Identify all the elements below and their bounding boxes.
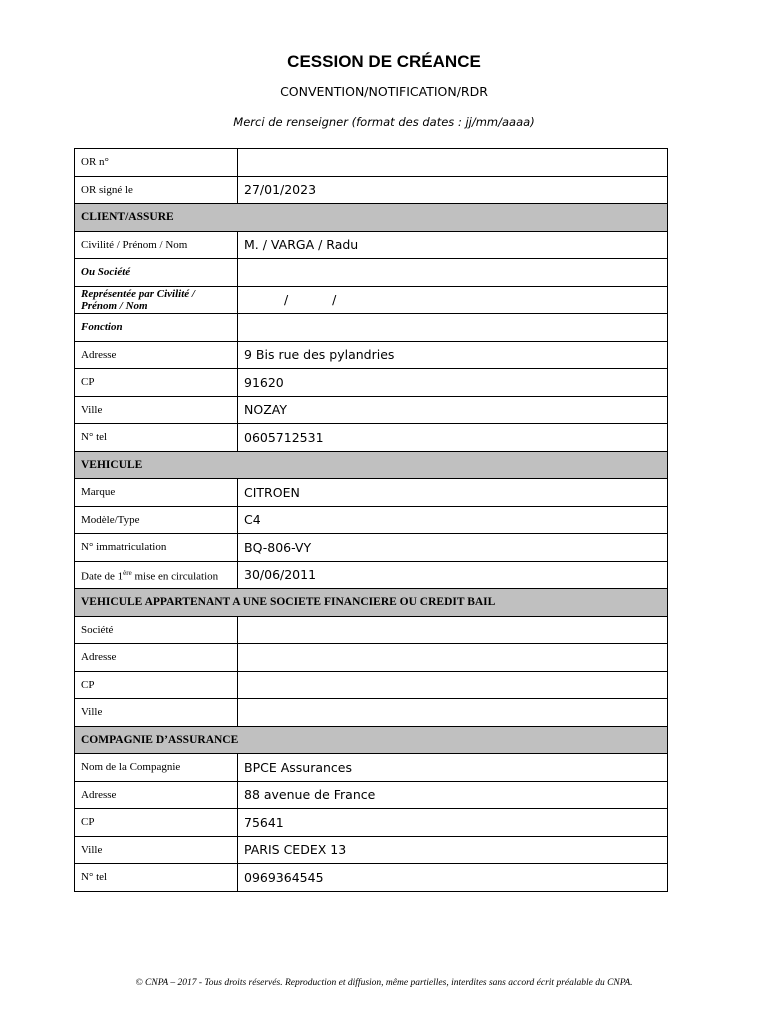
- fin-cp-label: CP: [75, 671, 238, 699]
- or-signe-field[interactable]: 27/01/2023: [238, 176, 668, 204]
- assur-tel-field[interactable]: 0969364545: [238, 864, 668, 892]
- table-row: [75, 644, 668, 672]
- table-row: [75, 231, 668, 259]
- immat-label: N° immatriculation: [75, 534, 238, 562]
- cession-form-table: [74, 148, 668, 892]
- representee-value: / /: [284, 292, 337, 308]
- assur-ville-field[interactable]: PARIS CEDEX 13: [238, 836, 668, 864]
- table-row: [75, 534, 668, 562]
- table-row: [75, 424, 668, 452]
- compagnie-label: Nom de la Compagnie: [75, 754, 238, 782]
- fin-adresse-field[interactable]: [238, 644, 668, 672]
- copyright-footer: © CNPA – 2017 - Tous droits réservés. Reproduction et diffusion, même partielles, interdites sans accord écrit préalable du CNPA.: [135, 978, 633, 988]
- immat-field[interactable]: BQ-806-VY: [238, 534, 668, 562]
- document-title: CESSION DE CRÉANCE: [287, 52, 481, 71]
- section-header-assurance: [75, 726, 668, 754]
- table-row: [75, 396, 668, 424]
- representee-label: Représentée par Civilité / Prénom / Nom: [75, 286, 238, 314]
- assurance-section-title: COMPAGNIE D’ASSURANCE: [75, 726, 668, 754]
- table-row: [75, 176, 668, 204]
- civilite-field[interactable]: M. / VARGA / Radu: [238, 231, 668, 259]
- civilite-label: Civilité / Prénom / Nom: [75, 231, 238, 259]
- fin-adresse-label: Adresse: [75, 644, 238, 672]
- or-signe-label: OR signé le: [75, 176, 238, 204]
- table-row: [75, 149, 668, 177]
- table-row: [75, 479, 668, 507]
- fin-ville-label: Ville: [75, 699, 238, 727]
- client-ville-field[interactable]: NOZAY: [238, 396, 668, 424]
- table-row: [75, 369, 668, 397]
- fin-cp-field[interactable]: [238, 671, 668, 699]
- or-no-field[interactable]: [238, 149, 668, 177]
- fin-societe-field[interactable]: [238, 616, 668, 644]
- table-row: [75, 506, 668, 534]
- fin-societe-label: Société: [75, 616, 238, 644]
- table-row: [75, 864, 668, 892]
- financiere-section-title: VEHICULE APPARTENANT A UNE SOCIETE FINANCIERE OU CREDIT BAIL: [75, 589, 668, 617]
- societe-label: Ou Société: [75, 259, 238, 287]
- table-row: [75, 616, 668, 644]
- or-no-label: OR n°: [75, 149, 238, 177]
- table-row: [75, 781, 668, 809]
- ordinal-superscript: ère: [123, 568, 132, 577]
- modele-label: Modèle/Type: [75, 506, 238, 534]
- instruction-text: Merci de renseigner (format des dates : jj/mm/aaaa): [233, 115, 535, 129]
- section-header-financiere: [75, 589, 668, 617]
- marque-field[interactable]: CITROEN: [238, 479, 668, 507]
- modele-field[interactable]: C4: [238, 506, 668, 534]
- fonction-field[interactable]: [238, 314, 668, 342]
- section-header-client: [75, 204, 668, 232]
- table-row: [75, 754, 668, 782]
- vehicule-section-title: VEHICULE: [75, 451, 668, 479]
- client-tel-label: N° tel: [75, 424, 238, 452]
- client-cp-field[interactable]: 91620: [238, 369, 668, 397]
- assur-cp-field[interactable]: 75641: [238, 809, 668, 837]
- table-row: [75, 314, 668, 342]
- assur-cp-label: CP: [75, 809, 238, 837]
- fonction-label: Fonction: [75, 314, 238, 342]
- table-row: [75, 671, 668, 699]
- table-row: [75, 561, 668, 589]
- assur-ville-label: Ville: [75, 836, 238, 864]
- compagnie-field[interactable]: BPCE Assurances: [238, 754, 668, 782]
- table-row: [75, 341, 668, 369]
- client-adresse-label: Adresse: [75, 341, 238, 369]
- date-mise-field[interactable]: 30/06/2011: [238, 561, 668, 589]
- client-ville-label: Ville: [75, 396, 238, 424]
- client-section-title: CLIENT/ASSURE: [75, 204, 668, 232]
- representee-field[interactable]: [238, 286, 668, 314]
- table-row: [75, 836, 668, 864]
- client-tel-field[interactable]: 0605712531: [238, 424, 668, 452]
- assur-tel-label: N° tel: [75, 864, 238, 892]
- section-header-vehicule: [75, 451, 668, 479]
- table-row: [75, 286, 668, 314]
- assur-adresse-label: Adresse: [75, 781, 238, 809]
- date-mise-label: Date de 1ère mise en circulation: [75, 561, 238, 589]
- assur-adresse-field[interactable]: 88 avenue de France: [238, 781, 668, 809]
- client-cp-label: CP: [75, 369, 238, 397]
- table-row: [75, 259, 668, 287]
- document-subtitle: CONVENTION/NOTIFICATION/RDR: [280, 84, 488, 99]
- table-row: [75, 809, 668, 837]
- client-adresse-field[interactable]: 9 Bis rue des pylandries: [238, 341, 668, 369]
- marque-label: Marque: [75, 479, 238, 507]
- table-row: [75, 699, 668, 727]
- fin-ville-field[interactable]: [238, 699, 668, 727]
- societe-field[interactable]: [238, 259, 668, 287]
